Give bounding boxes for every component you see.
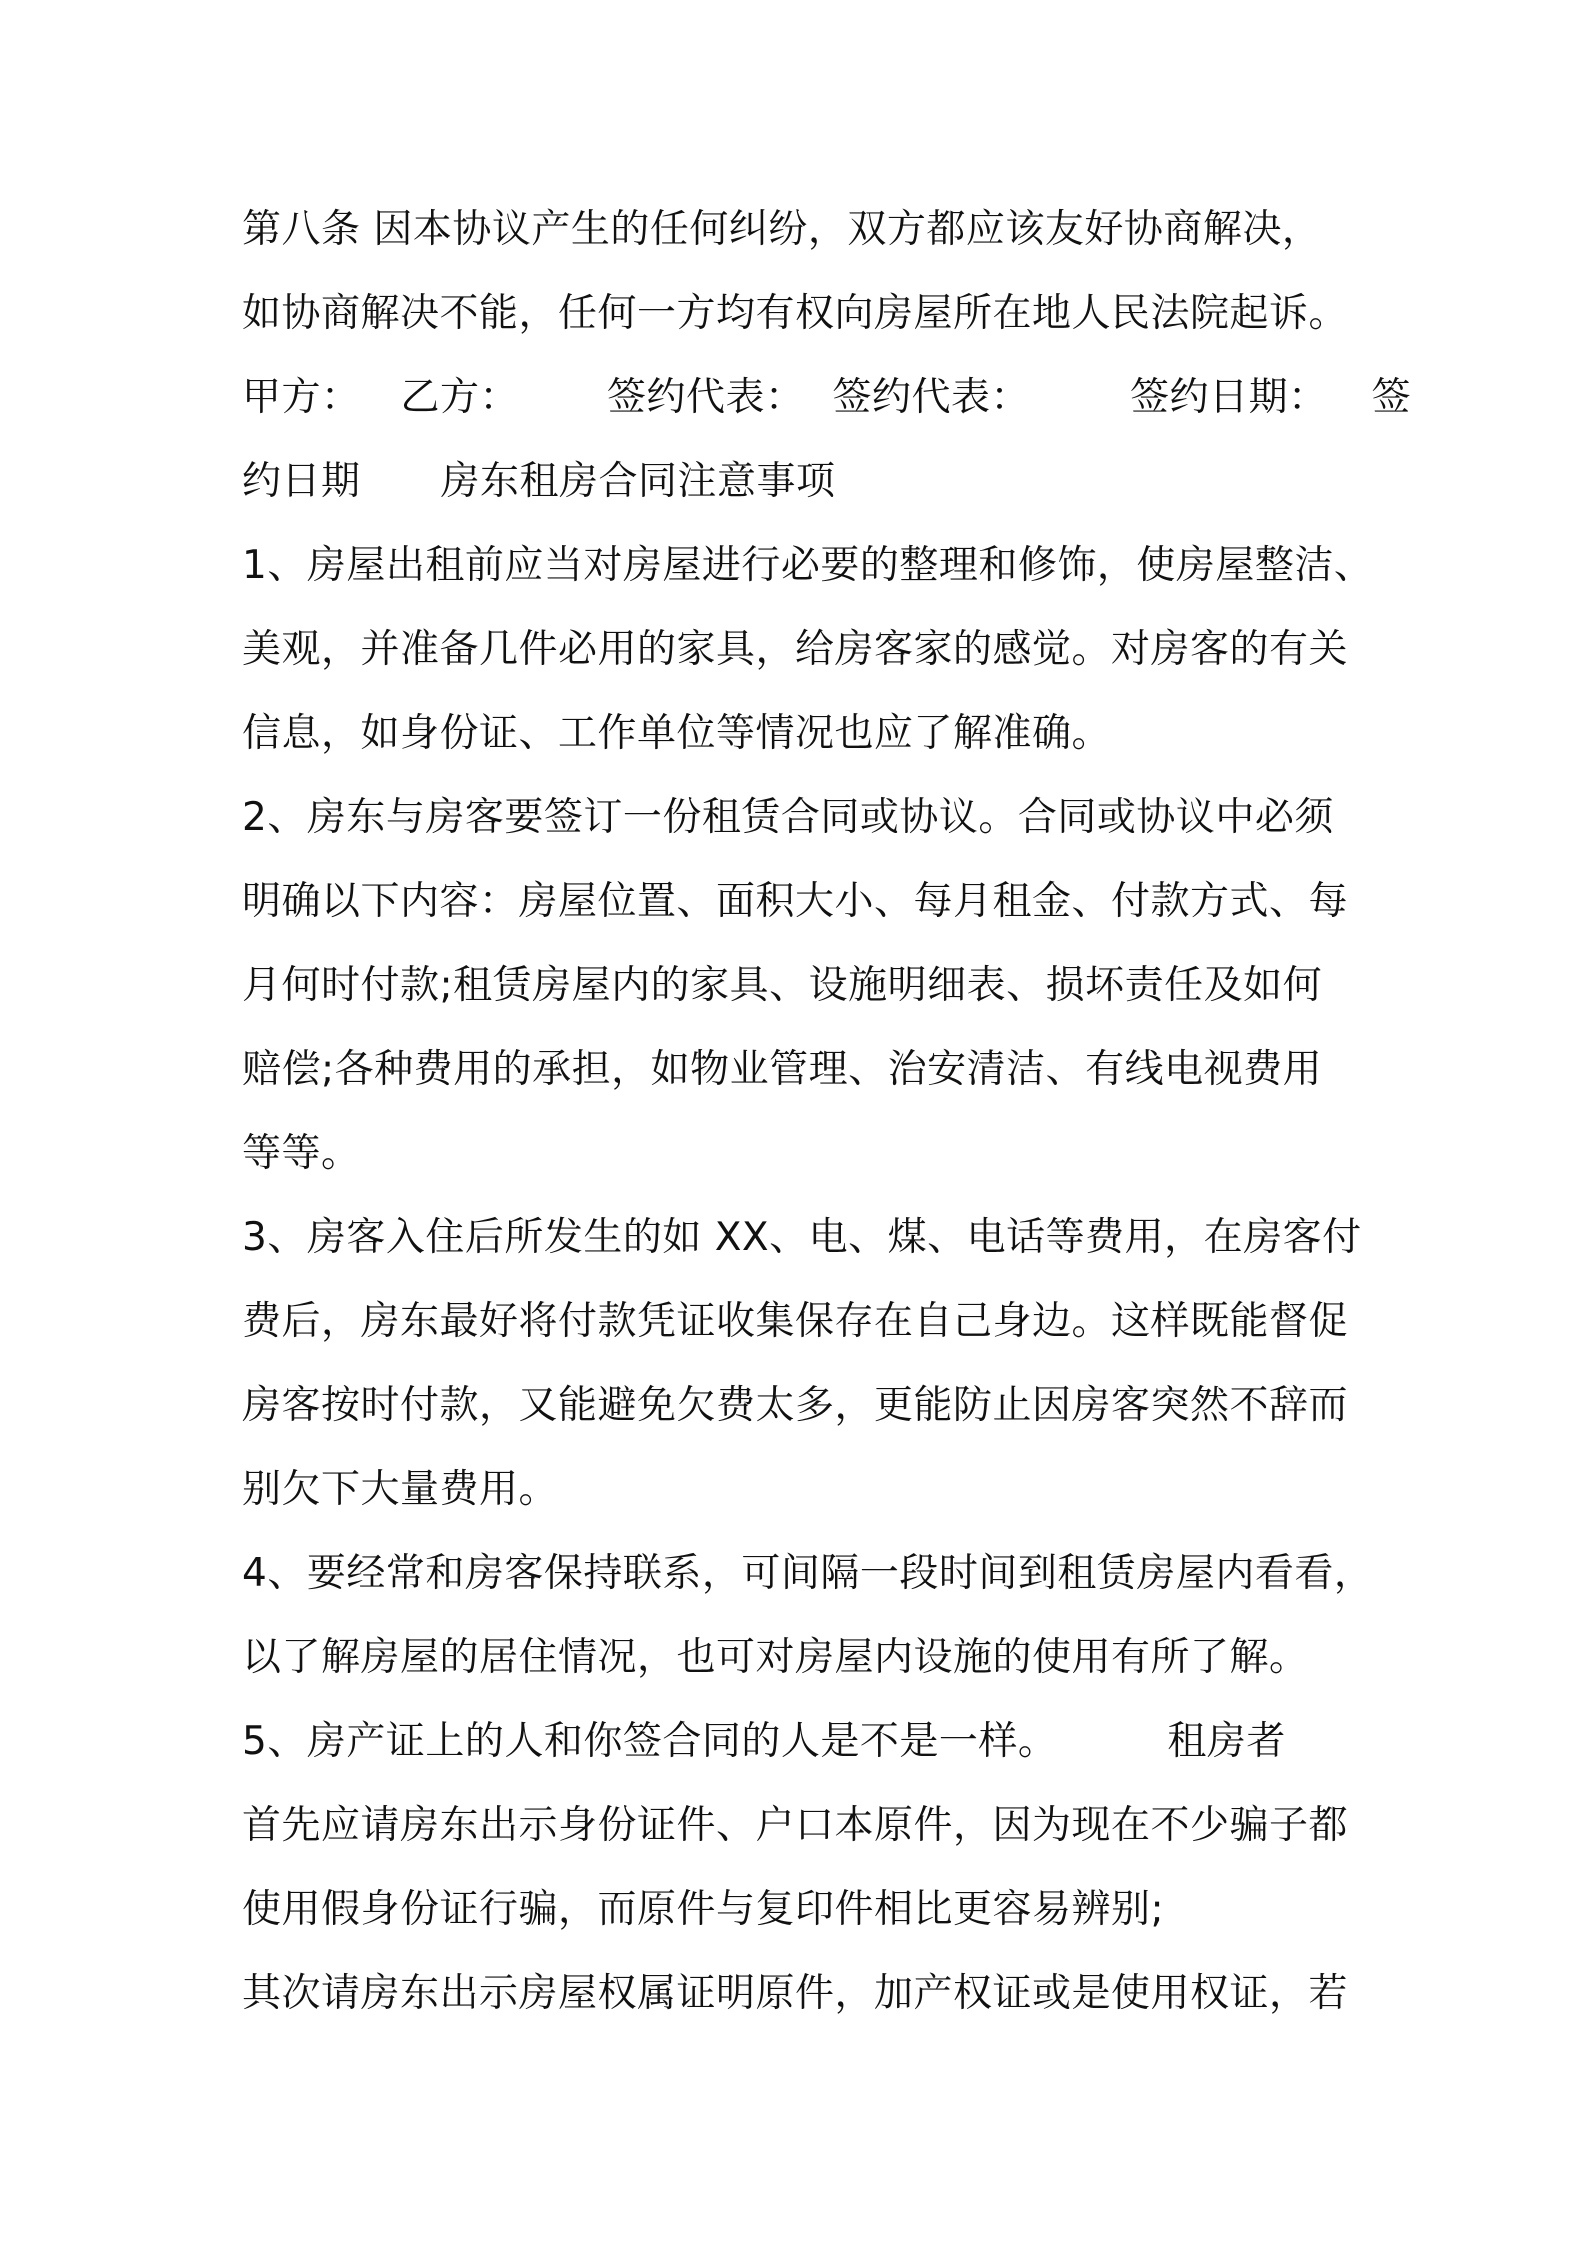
note-2-line-5: 等等。 bbox=[242, 1131, 361, 1176]
note-4-line-1: 4、要经常和房客保持联系，可间隔一段时间到租赁房屋内看看， bbox=[242, 1551, 1374, 1596]
note-5-line-2: 首先应请房东出示身份证件、户口本原件，因为现在不少骗子都 bbox=[242, 1803, 1349, 1848]
document-body bbox=[242, 188, 1412, 2036]
note-5-line-4: 其次请房东出示房屋权属证明原件，加产权证或是使用权证，若 bbox=[242, 1971, 1349, 2016]
note-3-line-3: 房客按时付款，又能避免欠费太多，更能防止因房客突然不辞而 bbox=[242, 1383, 1349, 1428]
note-3-line-1: 3、房客入住后所发生的如 XX、电、煤、电话等费用，在房客付 bbox=[242, 1215, 1362, 1260]
note-5-line-3: 使用假身份证行骗，而原件与复印件相比更容易辨别; bbox=[242, 1887, 1165, 1932]
note-1-line-3: 信息，如身份证、工作单位等情况也应了解准确。 bbox=[242, 711, 1112, 756]
note-3-line-2: 费后，房东最好将付款凭证收集保存在自己身边。这样既能督促 bbox=[242, 1299, 1349, 1344]
signature-date-line bbox=[242, 440, 1362, 524]
date-a-label: 签约日期： bbox=[1130, 375, 1328, 420]
note-5-tail-text: 租房者 bbox=[1167, 1719, 1286, 1764]
note-2-line-1: 2、房东与房客要签订一份租赁合同或协议。合同或协议中必须 bbox=[242, 795, 1334, 840]
note-2-line-3: 月何时付款;租赁房屋内的家具、设施明细表、损坏责任及如何 bbox=[242, 963, 1323, 1008]
note-5-main-text: 5、房产证上的人和你签合同的人是不是一样。 bbox=[242, 1719, 1058, 1764]
note-1-line-2: 美观，并准备几件必用的家具，给房客家的感觉。对房客的有关 bbox=[242, 627, 1349, 672]
note-5-line-1 bbox=[242, 1700, 1362, 1784]
note-1-line-1: 1、房屋出租前应当对房屋进行必要的整理和修饰，使房屋整洁、 bbox=[242, 543, 1374, 588]
clause-8-line-1: 第八条 因本协议产生的任何纠纷，双方都应该友好协商解决， bbox=[242, 207, 1322, 252]
note-2-line-2: 明确以下内容：房屋位置、面积大小、每月租金、付款方式、每 bbox=[242, 879, 1349, 924]
rep-b-label: 签约代表： bbox=[832, 375, 1031, 420]
rep-a-label: 签约代表： bbox=[607, 375, 805, 420]
clause-8-line-2: 如协商解决不能，任何一方均有权向房屋所在地人民法院起诉。 bbox=[242, 291, 1349, 336]
notes-title: 房东租房合同注意事项 bbox=[440, 459, 836, 504]
note-4-line-2: 以了解房屋的居住情况，也可对房屋内设施的使用有所了解。 bbox=[242, 1635, 1309, 1680]
date-b-label-end: 约日期 bbox=[242, 459, 361, 504]
date-b-label-start: 签 bbox=[1371, 375, 1412, 420]
party-b-label: 乙方： bbox=[400, 375, 520, 420]
party-a-label: 甲方： bbox=[242, 375, 361, 420]
note-2-line-4: 赔偿;各种费用的承担，如物业管理、治安清洁、有线电视费用 bbox=[242, 1047, 1323, 1092]
signature-line bbox=[242, 356, 1412, 440]
note-3-line-4: 别欠下大量费用。 bbox=[242, 1467, 559, 1512]
